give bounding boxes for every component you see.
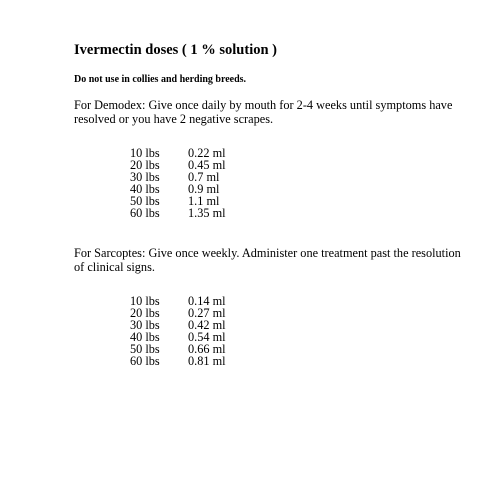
weight-cell: 20 lbs <box>130 158 160 172</box>
demodex-instructions: For Demodex: Give once daily by mouth for 2-4 weeks until symptoms have resolved or you have 2 negative scrapes. <box>74 98 453 126</box>
weight-cell: 50 lbs <box>130 342 160 356</box>
weight-cell: 40 lbs <box>130 330 160 344</box>
weight-cell: 10 lbs <box>130 294 160 308</box>
dose-cell: 0.45 ml <box>188 158 226 172</box>
weight-cell: 40 lbs <box>130 182 160 196</box>
weight-cell: 60 lbs <box>130 206 160 220</box>
dose-cell: 1.35 ml <box>188 206 226 220</box>
demodex-dose-table <box>130 147 226 219</box>
dose-cell: 0.27 ml <box>188 306 226 320</box>
weight-cell: 60 lbs <box>130 354 160 368</box>
dose-cell: 0.7 ml <box>188 170 220 184</box>
weight-cell: 20 lbs <box>130 306 160 320</box>
dose-cell: 0.9 ml <box>188 182 220 196</box>
dose-cell: 0.66 ml <box>188 342 226 356</box>
sarcoptes-instructions: For Sarcoptes: Give once weekly. Administer one treatment past the resolution of clinical signs. <box>74 246 461 274</box>
dose-cell: 1.1 ml <box>188 194 220 208</box>
breed-warning: Do not use in collies and herding breeds. <box>74 74 247 85</box>
table-row <box>130 207 226 219</box>
weight-cell: 10 lbs <box>130 146 160 160</box>
dose-cell: 0.81 ml <box>188 354 226 368</box>
table-row <box>130 355 226 367</box>
weight-cell: 30 lbs <box>130 318 160 332</box>
weight-cell: 30 lbs <box>130 170 160 184</box>
dose-cell: 0.22 ml <box>188 146 226 160</box>
document-title: Ivermectin doses ( 1 % solution ) <box>74 42 277 58</box>
dose-cell: 0.14 ml <box>188 294 226 308</box>
dose-cell: 0.42 ml <box>188 318 226 332</box>
sarcoptes-dose-table <box>130 295 226 367</box>
dose-cell: 0.54 ml <box>188 330 226 344</box>
weight-cell: 50 lbs <box>130 194 160 208</box>
